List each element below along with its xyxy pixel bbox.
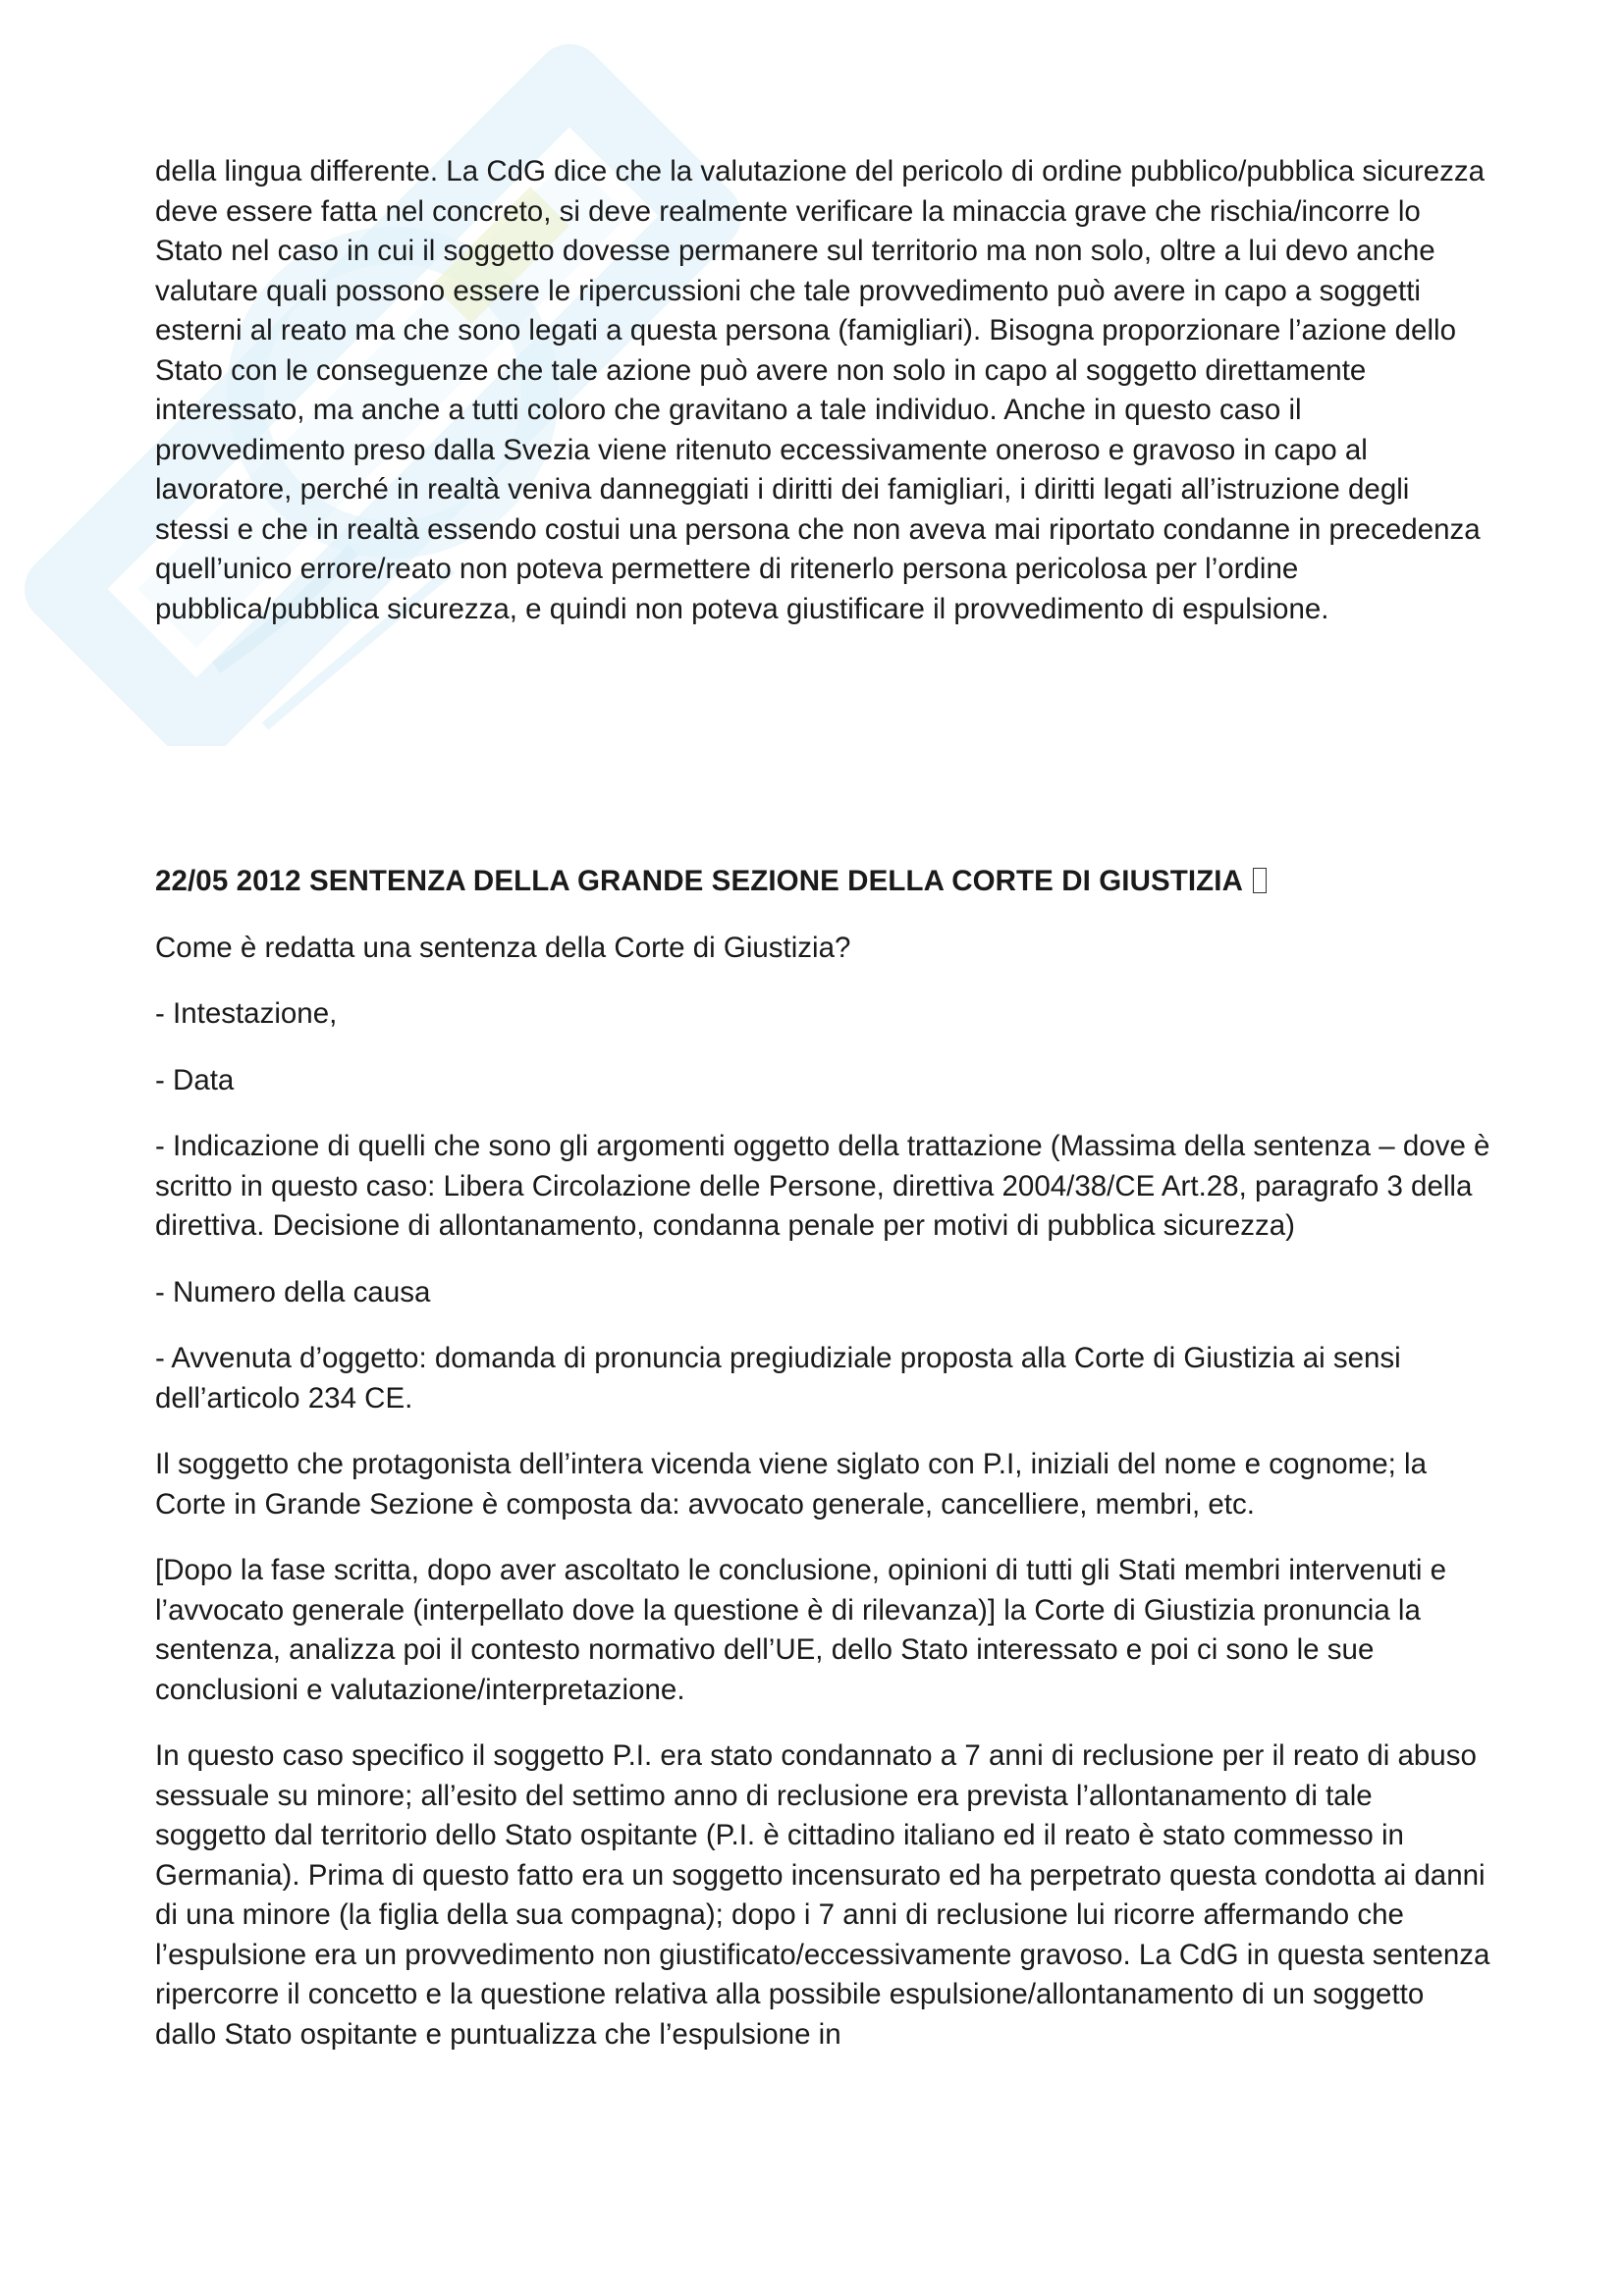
list-item-data: - Data <box>155 1063 235 1096</box>
document-page <box>155 152 1490 2055</box>
section-heading <box>155 862 1490 902</box>
paragraph-soggetto: Il soggetto che protagonista dell’intera vicenda viene siglato con P.I, iniziali del nome e cognome; la Corte in Grande Sezione è composta da: avvocato generale, cancelliere, membri, etc. <box>155 1448 1427 1521</box>
paragraph-caso-specifico: In questo caso specifico il soggetto P.I. era stato condannato a 7 anni di reclusione per il reato di abuso sessuale su minore; all’esito del settimo anno di reclusione era prevista l’allontanamento di tale soggetto dal territorio dello Stato ospitante (P.I. è cittadino italiano ed il reato è stato commesso in Germania). Prima di questo fatto era un soggetto incensurato ed ha perpetrato questa condotta ai danni di una minore (la figlia della sua compagna); dopo i 7 anni di reclusione lui ricorre affermando che l’espulsione era un provvedimento non giustificato/eccessivamente gravoso. La CdG in questa sentenza ripercorre il concetto e la questione relativa alla possibile espulsione/allontanamento di un soggetto dallo Stato ospitante e puntualizza che l’espulsione in <box>155 1739 1490 2051</box>
paragraph-fase-scritta: [Dopo la fase scritta, dopo aver ascoltato le conclusione, opinioni di tutti gli Stati membri intervenuti e l’avvocato generale (interpellato dove la questione è di rilevanza)] la Corte di Giustizia pronuncia la sentenza, analizza poi il contesto normativo dell’UE, dello Stato interessato e poi ci sono le sue conclusioni e valutazione/interpretazione. <box>155 1554 1447 1706</box>
missing-glyph-icon <box>1253 868 1267 893</box>
intro-paragraph: della lingua differente. La CdG dice che la valutazione del pericolo di ordine pubblico/pubblica sicurezza deve essere fatta nel concreto, si deve realmente verificare la minaccia grave che rischia/incorre lo Stato nel caso in cui il soggetto dovesse permanere sul territorio ma non solo, oltre a lui devo anche valutare quali possono essere le ripercussioni che tale provvedimento può avere in capo a soggetti esterni al reato ma che sono legati a questa persona (famigliari). Bisogna proporzionare l’azione dello Stato con le conseguenze che tale azione può avere non solo in capo al soggetto direttamente interessato, ma anche a tutti coloro che gravitano a tale individuo. Anche in questo caso il provvedimento preso dalla Svezia viene ritenuto eccessivamente oneroso e gravoso in capo al lavoratore, perché in realtà veniva danneggiati i diritti dei famigliari, i diritti legati all’istruzione degli stessi e che in realtà essendo costui una persona che non aveva mai riportato condanne in precedenza quell’unico errore/reato non poteva permettere di ritenerlo persona pericolosa per l’ordine pubblica/pubblica sicurezza, e quindi non poteva giustificare il provvedimento di espulsione. <box>155 155 1486 625</box>
section-heading-text: 22/05 2012 SENTENZA DELLA GRANDE SEZIONE DELLA CORTE DI GIUSTIZIA <box>155 865 1243 897</box>
question-paragraph: Come è redatta una sentenza della Corte di Giustizia? <box>155 931 851 964</box>
list-item-intestazione: - Intestazione, <box>155 997 338 1030</box>
list-item-avvenuta: - Avvenuta d’oggetto: domanda di pronuncia pregiudiziale proposta alla Corte di Giustizia ai sensi dell’articolo 234 CE. <box>155 1342 1401 1415</box>
list-item-numero-causa: - Numero della causa <box>155 1275 431 1308</box>
list-item-argomenti: - Indicazione di quelli che sono gli argomenti oggetto della trattazione (Massima della sentenza – dove è scritto in questo caso: Libera Circolazione delle Persone, direttiva 2004/38/CE Art.28, paragrafo 3 della direttiva. Decisione di allontanamento, condanna penale per motivi di pubblica sicurezza) <box>155 1130 1490 1242</box>
